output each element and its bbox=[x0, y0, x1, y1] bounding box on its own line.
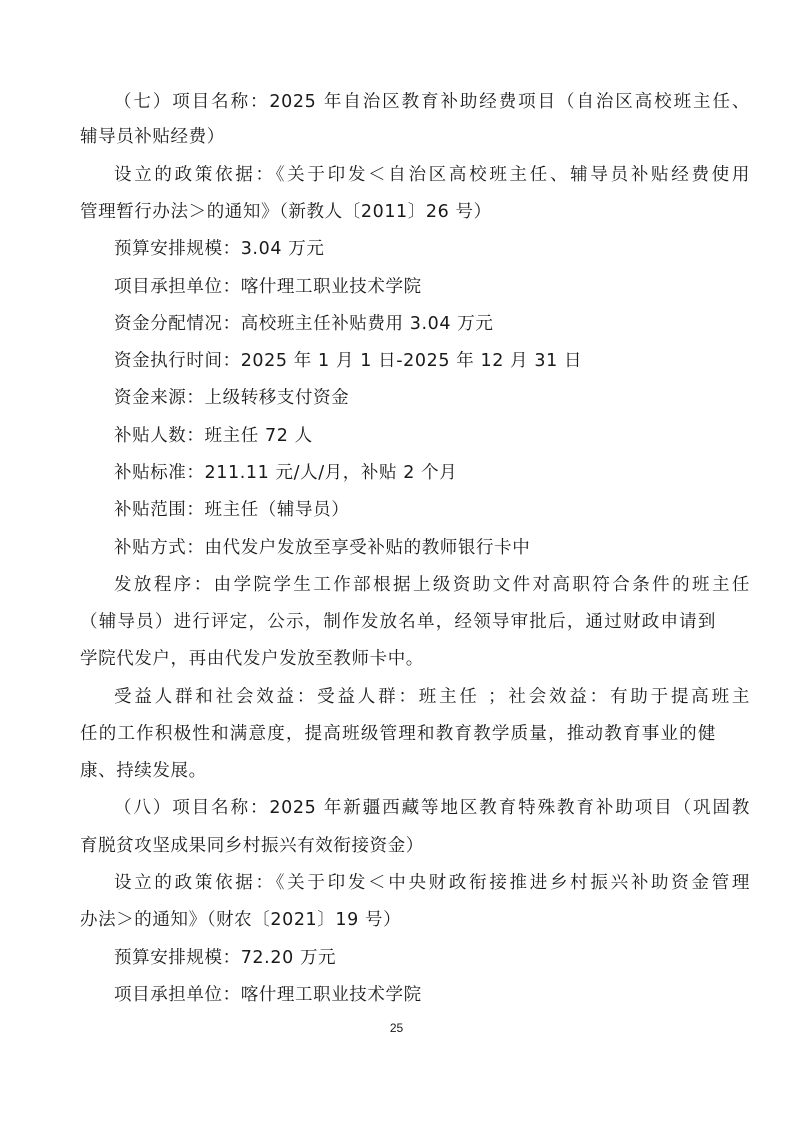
beneficiaries-line-1: 受益人群和社会效益：受益人群：班主任 ；社会效益：有助于提高班主 bbox=[114, 687, 750, 707]
beneficiaries-line-2: 任的工作积极性和满意度，提高班级管理和教育教学质量，推动教育事业的健 bbox=[80, 724, 716, 744]
fund-source: 资金来源：上级转移支付资金 bbox=[114, 388, 350, 408]
subsidy-scope: 补贴范围：班主任（辅导员） bbox=[114, 500, 350, 520]
section-8-title-line-1: （八）项目名称：2025 年新疆西藏等地区教育特殊教育补助项目（巩固教 bbox=[114, 798, 750, 818]
subsidy-method: 补贴方式：由代发户发放至享受补贴的教师银行卡中 bbox=[114, 538, 531, 558]
fund-allocation: 资金分配情况：高校班主任补贴费用 3.04 万元 bbox=[114, 314, 494, 334]
section-7-title-line-2: 辅导员补贴经费） bbox=[80, 127, 225, 147]
section-7-title-line-1: （七）项目名称：2025 年自治区教育补助经费项目（自治区高校班主任、 bbox=[114, 92, 750, 112]
section-8-undertaking-unit: 项目承担单位：喀什理工职业技术学院 bbox=[114, 985, 422, 1005]
subsidy-headcount: 补贴人数：班主任 72 人 bbox=[114, 426, 313, 446]
policy-basis-line-1: 设立的政策依据：《关于印发＜自治区高校班主任、辅导员补贴经费使用 bbox=[114, 165, 750, 185]
section-8-policy-basis-line-1: 设立的政策依据：《关于印发＜中央财政衔接推进乡村振兴补助资金管理 bbox=[114, 873, 750, 893]
budget-scale: 预算安排规模：3.04 万元 bbox=[114, 239, 325, 259]
section-8-title-line-2: 育脱贫攻坚成果同乡村振兴有效衔接资金） bbox=[80, 836, 424, 856]
policy-basis-line-2: 管理暂行办法＞的通知》（新教人〔2011〕26 号） bbox=[80, 202, 492, 222]
distribution-process-line-3: 学院代发户，再由代发户发放至教师卡中。 bbox=[80, 649, 424, 669]
distribution-process-line-1: 发放程序：由学院学生工作部根据上级资助文件对高职符合条件的班主任 bbox=[114, 575, 750, 595]
execution-period: 资金执行时间：2025 年 1 月 1 日-2025 年 12 月 31 日 bbox=[114, 351, 583, 371]
section-8-budget-scale: 预算安排规模：72.20 万元 bbox=[114, 948, 337, 968]
undertaking-unit: 项目承担单位：喀什理工职业技术学院 bbox=[114, 277, 422, 297]
page-number: 25 bbox=[389, 1021, 404, 1035]
subsidy-standard: 补贴标准：211.11 元/人/月，补贴 2 个月 bbox=[114, 463, 458, 483]
section-8-policy-basis-line-2: 办法＞的通知》（财农〔2021〕19 号） bbox=[80, 910, 402, 930]
beneficiaries-line-3: 康、持续发展。 bbox=[80, 761, 207, 781]
distribution-process-line-2: （辅导员）进行评定，公示，制作发放名单，经领导审批后，通过财政申请到 bbox=[80, 612, 716, 632]
